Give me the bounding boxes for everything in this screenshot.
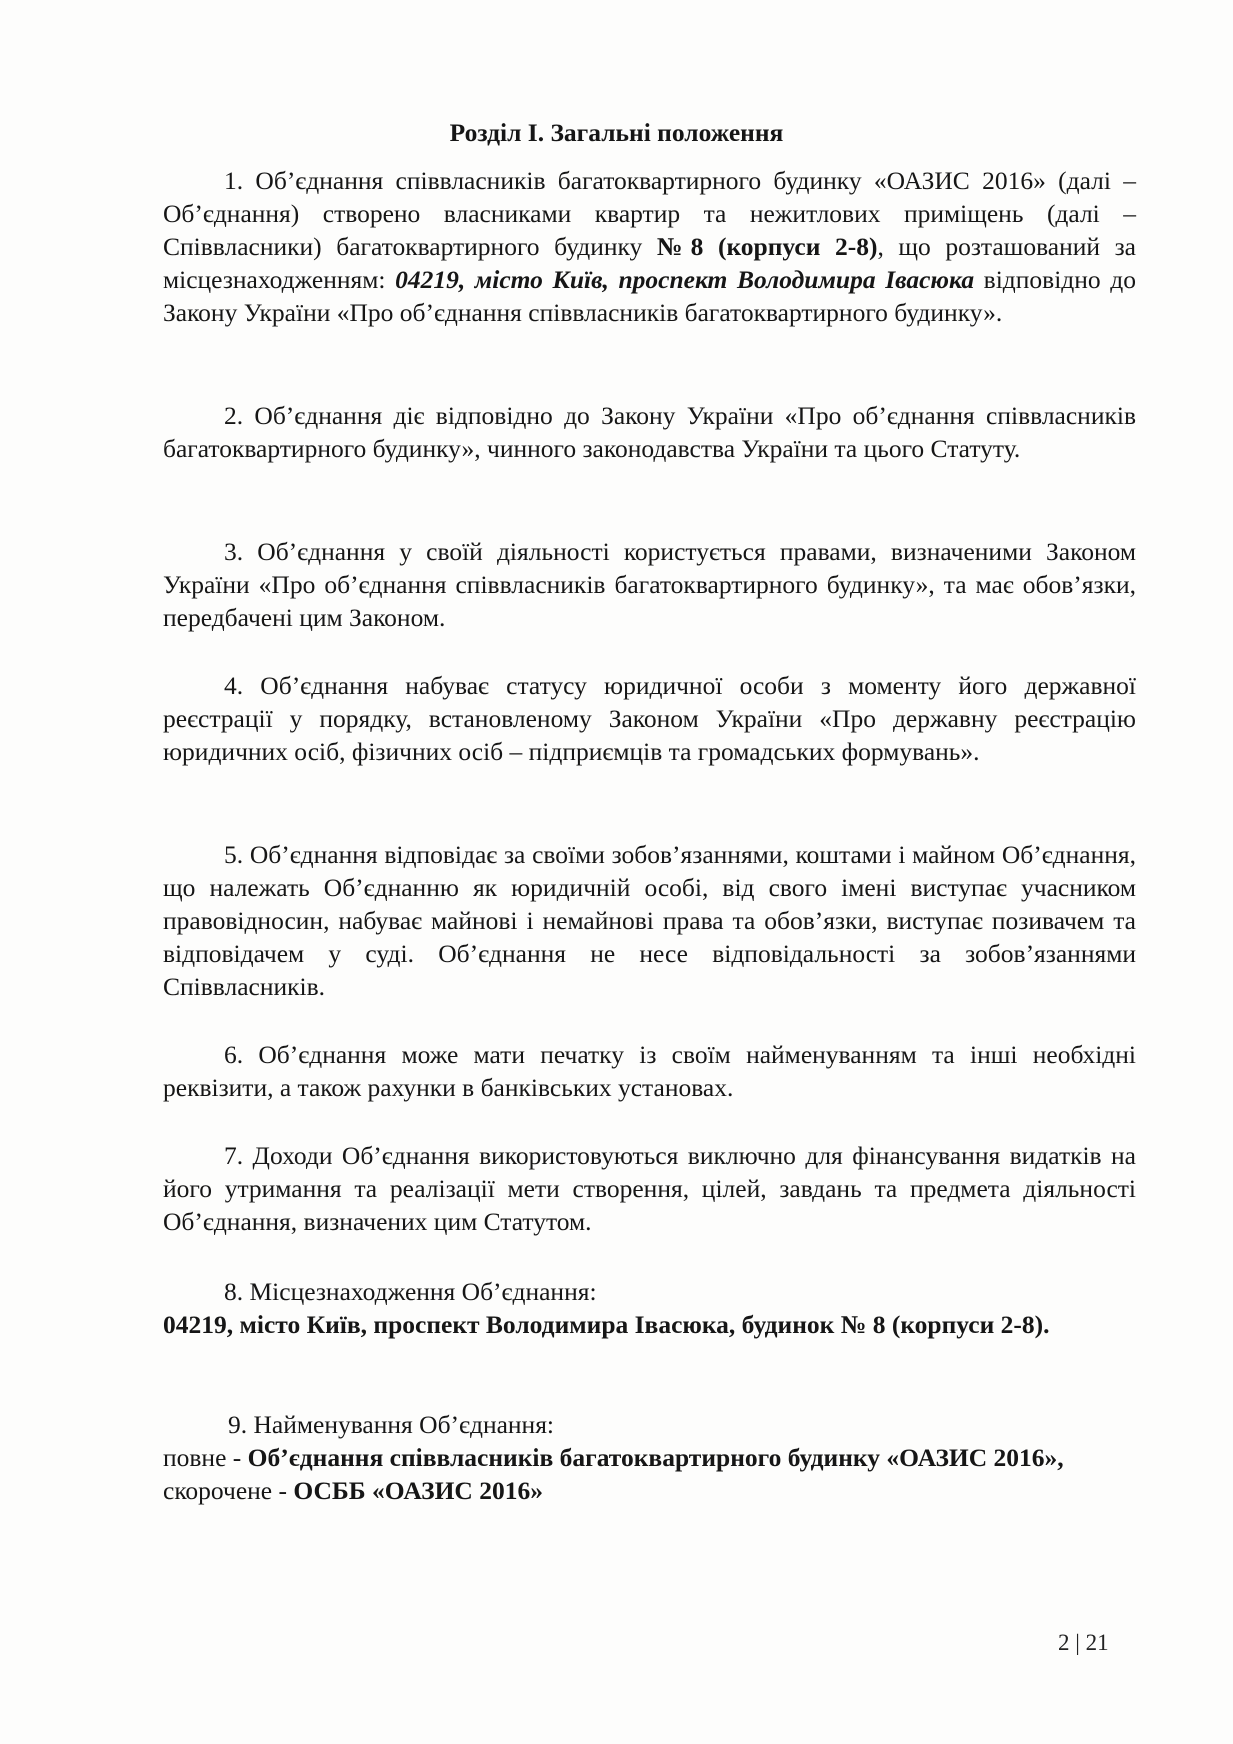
paragraph-9-full-prefix: повне - [163, 1443, 248, 1472]
paragraph-6-text: 6. Об’єднання може мати печатку із своїм найменуванням та інші необхідні реквізити, а також рахунки в банківських установах. [163, 1040, 1136, 1102]
paragraph-8-label-line [163, 1275, 1136, 1308]
paragraph-9-full-name-line [163, 1441, 1136, 1474]
paragraph-8-label: 8. Місцезнаходження Об’єднання: [224, 1277, 597, 1306]
paragraph-1-text-e: відповідно до Закону України «Про об’єднання співвласників багатоквартирного будинку». [163, 265, 1137, 327]
paragraph-9-short-name-line [163, 1474, 1136, 1507]
paragraph-9-label: 9. Найменування Об’єднання: [228, 1410, 555, 1439]
paragraph-8 [163, 1275, 1136, 1341]
paragraph-7-text: 7. Доходи Об’єднання використовуються виключно для фінансування видатків на його утримання та реалізації мети створення, цілей, завдань та предмета діяльності Об’єднання, визначених цим Статутом. [163, 1141, 1136, 1236]
paragraph-8-address: 04219, місто Київ, проспект Володимира Івасюка, будинок № 8 (корпуси 2-8). [163, 1310, 1050, 1339]
paragraph-9-short-name: ОСББ «ОАЗИС 2016» [293, 1476, 543, 1505]
paragraph-1-text-a: 1. Об’єднання співвласників багатоквартирного будинку «ОАЗИС 2016» (далі – Об’єднання) створено власниками квартир та нежитлових приміщень (далі – Співвласники) багатоквартирного будинку [163, 166, 1136, 261]
paragraph-2-text: 2. Об’єднання діє відповідно до Закону України «Про об’єднання співвласників багатоквартирного будинку», чинного законодавства України та цього Статуту. [163, 401, 1136, 463]
paragraph-9-full-name: Об’єднання співвласників багатоквартирного будинку «ОАЗИС 2016», [247, 1443, 1064, 1472]
paragraph-7 [163, 1139, 1136, 1238]
paragraph-4 [163, 669, 1136, 768]
paragraph-5-text: 5. Об’єднання відповідає за своїми зобов’язаннями, коштами і майном Об’єднання, що належать Об’єднанню як юридичній особі, від свого імені виступає учасником правовідносин, набуває майнові і немайнові права та обов’язки, виступає позивачем та відповідачем у суді. Об’єднання не несе відповідальності за зобов’язаннями Співвласників. [163, 840, 1136, 1001]
paragraph-3 [163, 535, 1136, 634]
paragraph-4-text: 4. Об’єднання набуває статусу юридичної особи з моменту його державної реєстрації у порядку, встановленому Законом України «Про державну реєстрацію юридичних осіб, фізичних осіб – підприємців та громадських формувань». [163, 671, 1136, 766]
paragraph-9-short-prefix: скорочене - [163, 1476, 294, 1505]
paragraph-1-address: 04219, місто Київ, проспект Володимира Івасюка [395, 265, 975, 294]
paragraph-1 [163, 164, 1136, 329]
page-number: 2 | 21 [1058, 1630, 1109, 1655]
paragraph-2 [163, 399, 1136, 465]
paragraph-5 [163, 838, 1136, 1003]
paragraph-3-text: 3. Об’єднання у своїй діяльності користується правами, визначеними Законом України «Про об’єднання співвласників багатоквартирного будинку», та має обов’язки, передбачені цим Законом. [163, 537, 1136, 632]
paragraph-9 [163, 1408, 1136, 1507]
paragraph-6 [163, 1038, 1136, 1104]
paragraph-9-label-line [163, 1408, 1136, 1441]
paragraph-1-building-number: №8 (корпуси 2-8) [656, 232, 878, 261]
paragraph-1-text-c: , що розташований за місцезнаходженням: [163, 232, 1136, 294]
section-title: Розділ І. Загальні положення [449, 118, 784, 147]
